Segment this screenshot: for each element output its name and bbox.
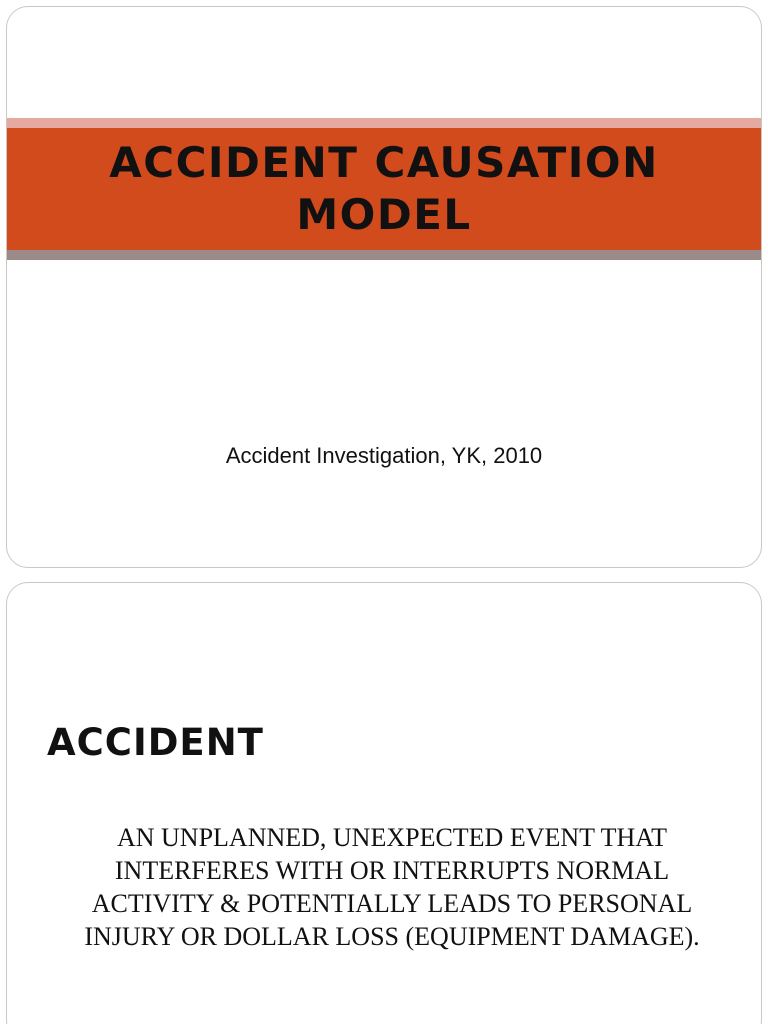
slide-accident-definition	[6, 582, 762, 1024]
slide-title	[6, 6, 762, 568]
title-band-top-stripe	[7, 118, 761, 128]
definition-text: AN UNPLANNED, UNEXPECTED EVENT THAT INTERFERES WITH OR INTERRUPTS NORMAL ACTIVITY & POTENTIALLY LEADS TO PERSONAL INJURY OR DOLLAR LOSS (EQUIPMENT DAMAGE).	[84, 823, 700, 951]
slide-heading: ACCIDENT	[47, 721, 264, 764]
slide-title-text: ACCIDENT CAUSATION MODEL	[109, 138, 659, 239]
title-band-bottom-stripe	[7, 250, 761, 260]
slide-subtitle: Accident Investigation, YK, 2010	[225, 443, 543, 468]
title-band	[7, 128, 761, 250]
